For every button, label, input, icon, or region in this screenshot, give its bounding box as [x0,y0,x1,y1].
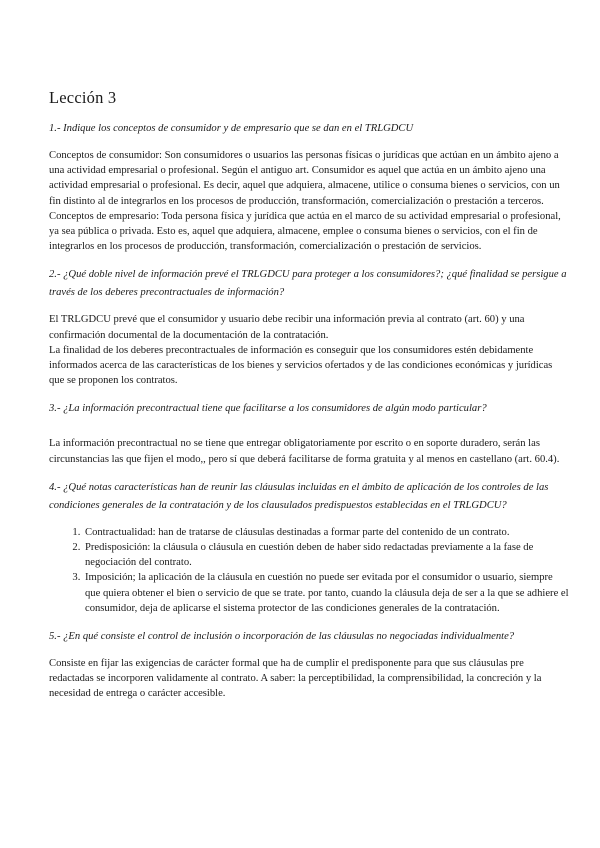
section-q2 [49,266,570,388]
list-item: 1. Contractualidad: han de tratarse de cláusulas destinadas a formar parte del contenido de un contrato. [83,525,570,540]
answer-2-paragraph-1: El TRLGDCU prevé que el consumidor y usuario debe recibir una información previa al contrato (art. 60) y una confirmación documental de la documentación de la contratación. [49,314,525,341]
answer-5-paragraph-1: Consiste en fijar las exigencias de carácter formal que ha de cumplir el predisponente para que sus cláusulas pre redactadas se incorporen validamente al contrato. A saber: la perceptibilidad, la comprensibilidad, la concreción y la necesidad de entrega o carácter accesible. [49,658,542,700]
answer-2-paragraph-2: La finalidad de los deberes precontractuales de información es conseguir que los consumidores estén debidamente informados acerca de las características de los bienes y servicios ofertados y de las condiciones económicas y jurídicas que se proponen los contratos. [49,344,553,387]
list-item: 3. Imposición; la aplicación de la cláusula en cuestión no puede ser evitada por el consumidor o usuario, siempre que quiera obtener el bien o servicio de que se trate. por tanto, cuando la cláusula deja de ser a la que se adhiere el consumidor, deja de aplicarse el sistema protector de las condiciones generales de la contratación. [83,570,570,616]
answer-1-paragraph-2: Conceptos de empresario: Toda persona física y jurídica que actúa en el marco de su actividad empresarial o profesional, ya sea pública o privada. Esto es, aquel que adquiera, almacene, emplee o consuma bienes o servicios, con el fin de integrarlos en los procesos de producción, transformación, comercialización o prestación de servicios. [49,210,561,253]
question-1: 1.- Indique los conceptos de consumidor y de empresario que se dan en el TRLGDCU [49,123,414,134]
answer-3-paragraph-1: La información precontractual no se tiene que entregar obligatoriamente por escrito o en soporte duradero, serán las circunstancias las que fijen el modo,, pero sí que deberá facilitarse de forma gratuita y al menos en castellano (art. 60.4). [49,438,560,465]
lesson-title: Lección 3 [49,88,117,107]
question-5: 5.- ¿En qué consiste el control de inclusión o incorporación de las cláusulas no negociadas individualmente? [49,631,515,643]
section-q3 [49,400,570,466]
section-q5 [49,628,570,702]
characteristics-list [49,525,570,616]
question-4: 4.- ¿Qué notas características han de reunir las cláusulas incluidas en el ámbito de aplicación de los controles de las condiciones generales de la contratación y de los clausulados predispuestos establecidas en el TRLGDCU? [49,481,549,511]
answer-1-paragraph-1: Conceptos de consumidor: Son consumidores o usuarios las personas físicas o jurídicas que actúan en un ámbito ajeno a una actividad empresarial o profesional. Según el antiguo art. Consumidor es aquel que actúa en un ámbito ajeno una actividad empresarial o profesional. Es decir, aquel que adquiera, almacene, utilice o consuma bienes o servicios, con un fin distinto al de integrarlos en los procesos de producción, transformación, comercialización o prestación a terceros. [49,150,560,207]
list-item: 2. Predisposición: la cláusula o cláusula en cuestión deben de haber sido redactadas previamente a la fase de negociación del contrato. [83,540,570,570]
section-q1 [49,120,570,254]
question-3: 3.- ¿La información precontractual tiene que facilitarse a los consumidores de algún modo particular? [49,403,487,415]
question-2: 2.- ¿Qué doble nivel de información prevé el TRLGDCU para proteger a los consumidores?; ¿qué finalidad se persigue a través de los deberes precontractuales de información? [49,269,567,299]
spacer [49,428,570,436]
section-q4 [49,479,570,616]
